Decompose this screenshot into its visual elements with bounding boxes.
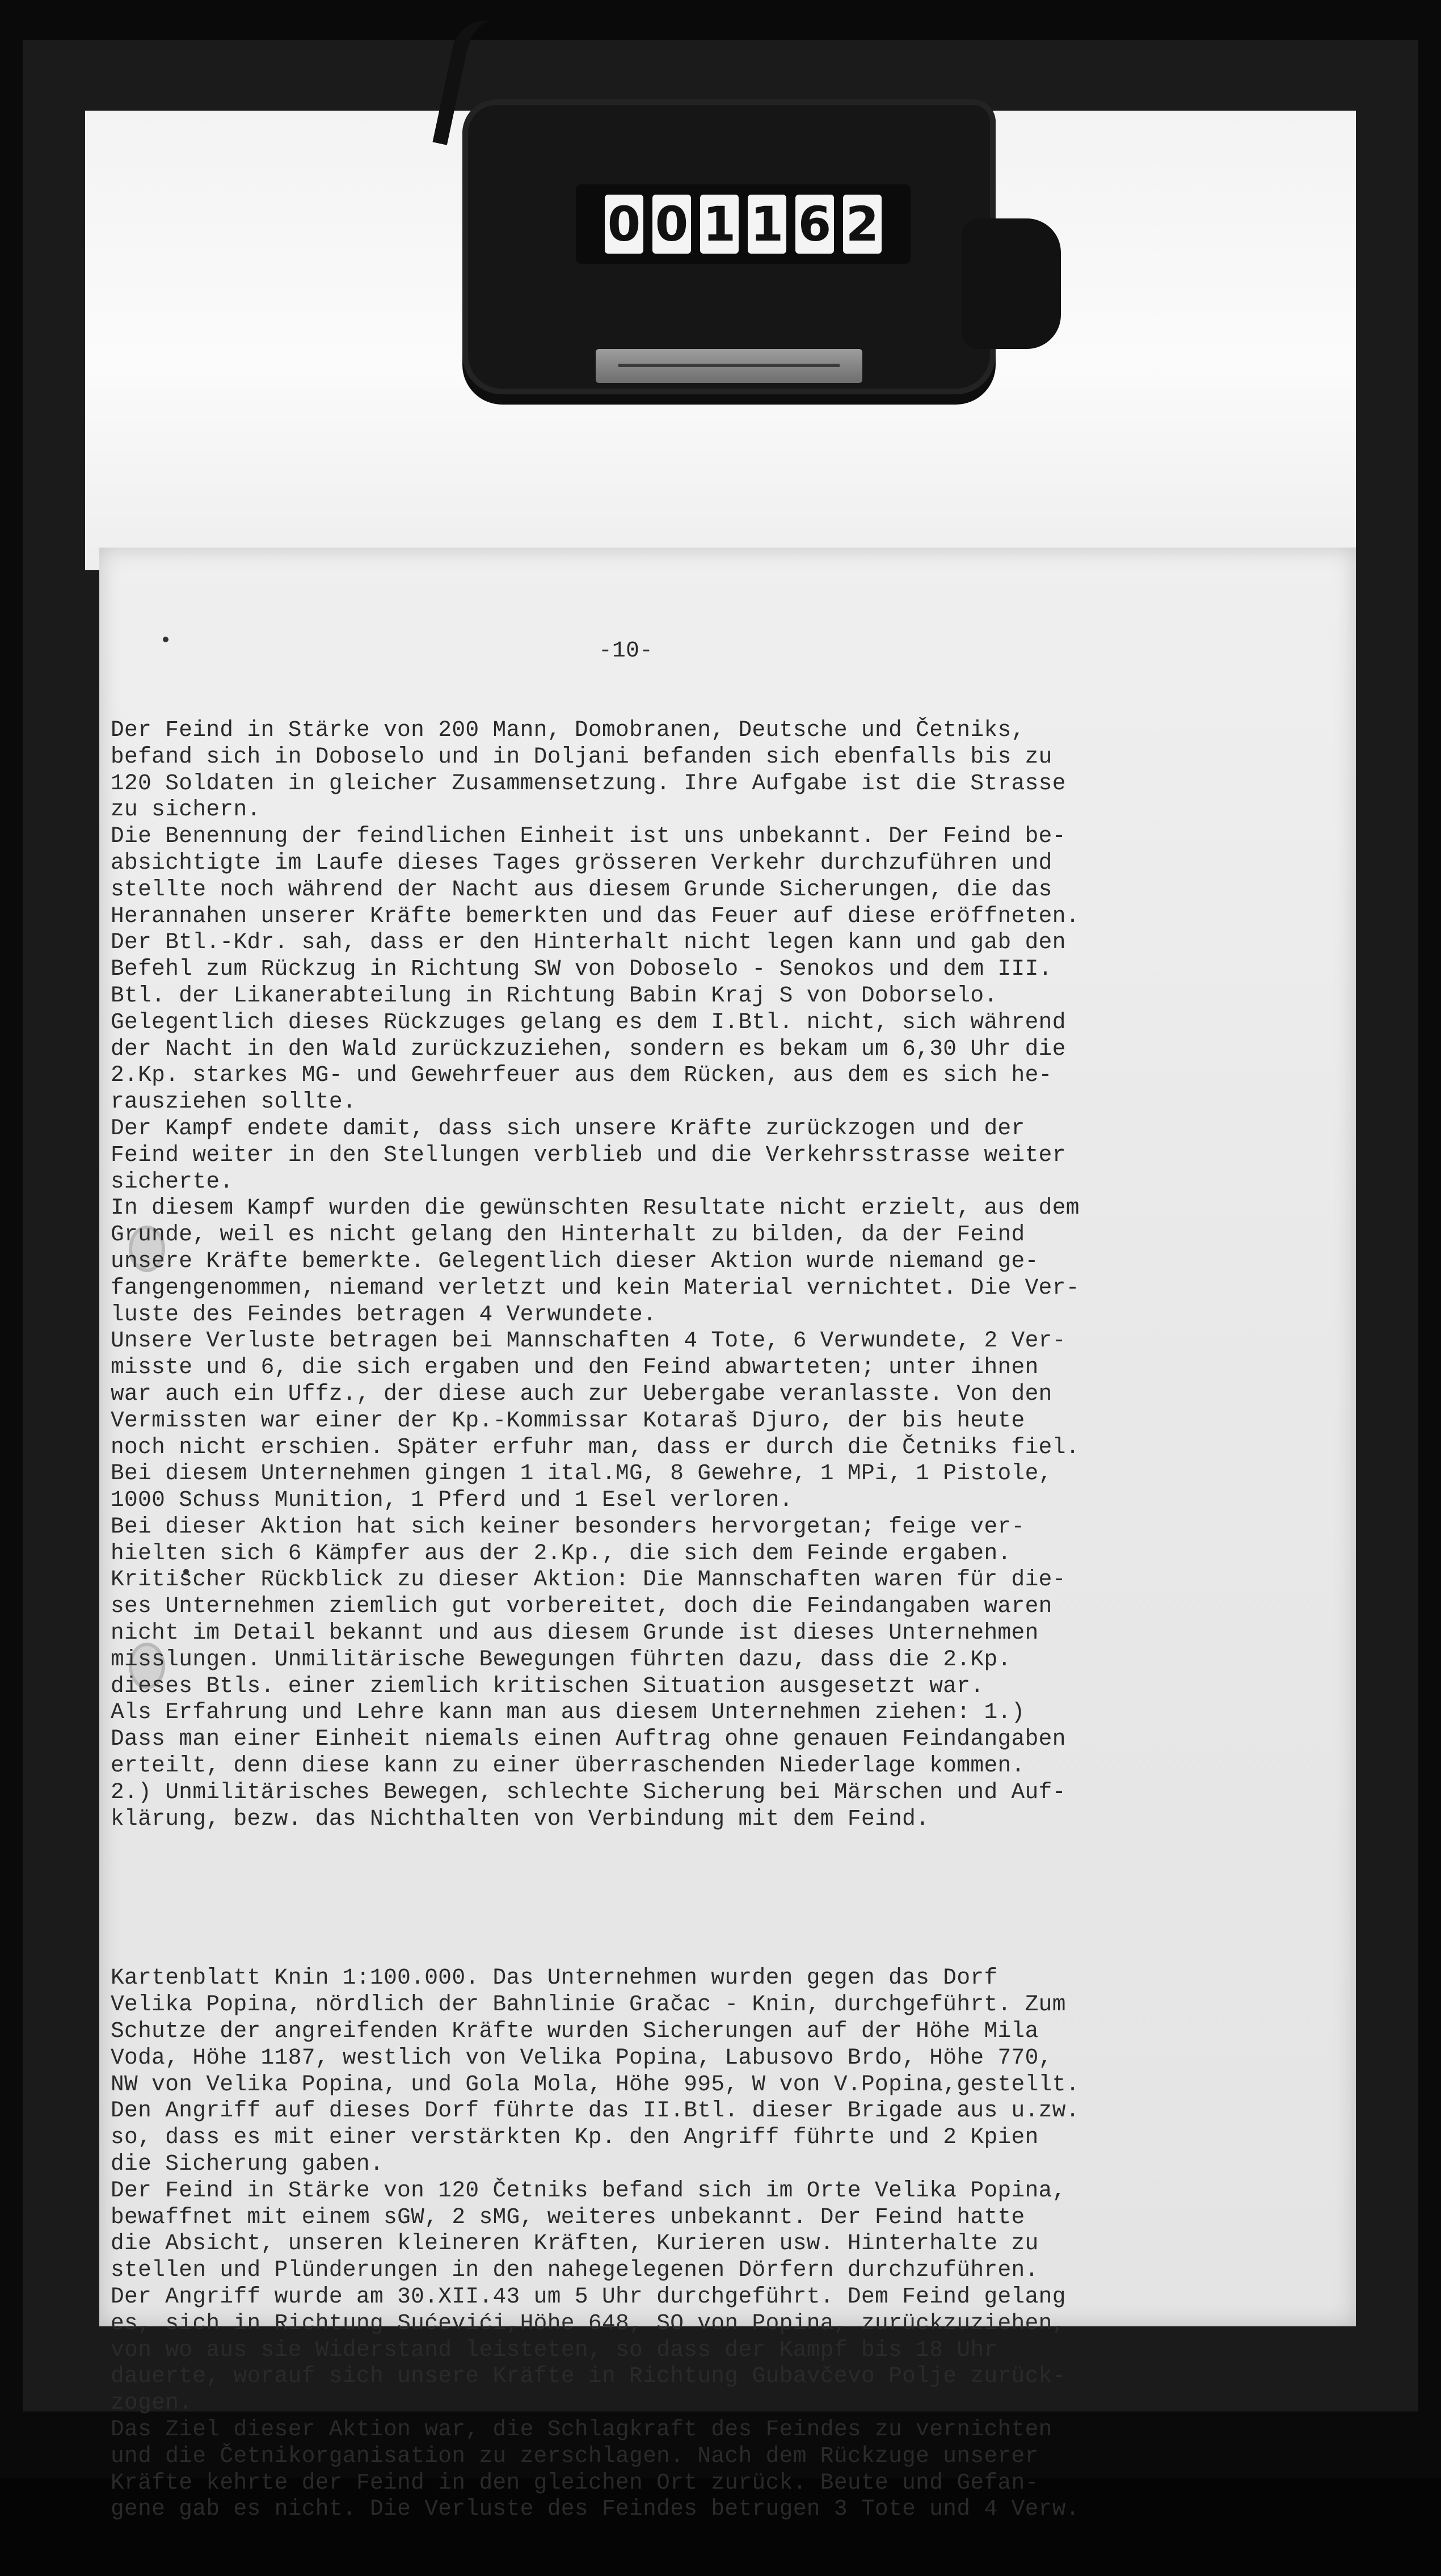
text-line: die Absicht, unseren kleineren Kräften, Kurieren usw. Hinterhalte zu xyxy=(111,2230,1039,2257)
counter-digit: 2 xyxy=(843,195,882,254)
text-line: die Sicherung gaben. xyxy=(111,2151,384,2177)
text-line: misslungen. Unmilitärische Bewegungen führten dazu, dass die 2.Kp. xyxy=(111,1646,1012,1672)
text-line: zu sichern. xyxy=(111,797,261,823)
text-line: es, sich in Richtung Sućevići,Höhe 648, SO von Popina, zurückzuziehen, xyxy=(111,2310,1066,2336)
counter-digit: 1 xyxy=(700,195,739,254)
text-line: Btl. der Likanerabteilung in Richtung Babin Kraj S von Doborselo. xyxy=(111,982,998,1008)
text-line: absichtigte im Laufe dieses Tages grösseren Verkehr durchzuführen und xyxy=(111,849,1052,875)
text-line: Das Ziel dieser Aktion war, die Schlagkraft des Feindes zu vernichten xyxy=(111,2416,1052,2442)
text-line: Bei diesem Unternehmen gingen 1 ital.MG, 8 Gewehre, 1 MPi, 1 Pistole, xyxy=(111,1460,1052,1487)
text-line: 2.) Unmilitärisches Bewegen, schlechte Sicherung bei Märschen und Auf- xyxy=(111,1779,1066,1805)
text-line: noch nicht erschien. Später erfuhr man, dass er durch die Četniks fiel. xyxy=(111,1434,1080,1460)
text-line: luste des Feindes betragen 4 Verwundete. xyxy=(111,1301,657,1327)
counter-window xyxy=(576,184,911,264)
counter-digit: 0 xyxy=(605,195,643,254)
counter-body xyxy=(462,99,996,394)
text-line: gene gab es nicht. Die Verluste des Feindes betrugen 3 Tote und 4 Verw. xyxy=(111,2496,1080,2522)
text-line: zogen. xyxy=(111,2390,193,2416)
frame-counter xyxy=(462,65,996,394)
text-line: rausziehen sollte. xyxy=(111,1089,356,1115)
text-line: Grunde, weil es nicht gelang den Hinterhalt zu bilden, da der Feind xyxy=(111,1222,1025,1248)
text-line: Der Angriff wurde am 30.XII.43 um 5 Uhr durchgeführt. Dem Feind gelang xyxy=(111,2284,1066,2309)
text-line: stellen und Plünderungen in den nahegelegenen Dörfern durchzuführen. xyxy=(111,2257,1039,2283)
text-line: Als Erfahrung und Lehre kann man aus diesem Unternehmen ziehen: 1.) xyxy=(111,1699,1025,1725)
text-line: hielten sich 6 Kämpfer aus der 2.Kp., die sich dem Feinde ergaben. xyxy=(111,1540,1012,1566)
text-line: Der Feind in Stärke von 200 Mann, Domobranen, Deutsche und Četniks, xyxy=(111,717,1025,743)
text-line: Die Benennung der feindlichen Einheit ist uns unbekannt. Der Feind be- xyxy=(111,823,1066,849)
text-line: unsere Kräfte bemerkte. Gelegentlich dieser Aktion wurde niemand ge- xyxy=(111,1248,1039,1274)
text-line: Velika Popina, nördlich der Bahnlinie Gračac - Knin, durchgeführt. Zum xyxy=(111,1992,1066,2018)
text-line: Voda, Höhe 1187, westlich von Velika Popina, Labusovo Brdo, Höhe 770, xyxy=(111,2044,1052,2070)
paragraph-second-action xyxy=(111,1965,1313,2523)
text-line: Der Feind in Stärke von 120 Četniks befand sich im Orte Velika Popina, xyxy=(111,2177,1066,2203)
text-line: NW von Velika Popina, und Gola Mola, Höhe 995, W von V.Popina,gestellt. xyxy=(111,2071,1080,2097)
text-line: befand sich in Doboselo und in Doljani befanden sich ebenfalls bis zu xyxy=(111,743,1052,769)
text-line: Kartenblatt Knin 1:100.000. Das Unternehmen wurden gegen das Dorf xyxy=(111,1965,998,1991)
counter-digit: 1 xyxy=(748,195,786,254)
text-line: dieses Btls. einer ziemlich kritischen Situation ausgesetzt war. xyxy=(111,1673,984,1699)
text-line: Kritischer Rückblick zu dieser Aktion: Die Mannschaften waren für die- xyxy=(111,1567,1066,1593)
text-line: Feind weiter in den Stellungen verblieb und die Verkehrsstrasse weiter xyxy=(111,1142,1066,1168)
text-line: sicherte. xyxy=(111,1168,234,1194)
typescript-text xyxy=(111,584,1313,2576)
text-line: Kräfte kehrte der Feind in den gleichen Ort zurück. Beute und Gefan- xyxy=(111,2469,1039,2495)
text-line: so, dass es mit einer verstärkten Kp. den Angriff führte und 2 Kpien xyxy=(111,2124,1039,2150)
text-line: war auch ein Uffz., der diese auch zur Uebergabe veranlasste. Von den xyxy=(111,1380,1052,1407)
text-line: misste und 6, die sich ergaben und den Feind abwarteten; unter ihnen xyxy=(111,1354,1039,1380)
text-line: Unsere Verluste betragen bei Mannschaften 4 Tote, 6 Verwundete, 2 Ver- xyxy=(111,1328,1066,1354)
text-line: Bei dieser Aktion hat sich keiner besonders hervorgetan; feige ver- xyxy=(111,1513,1025,1539)
text-line: Herannahen unserer Kräfte bemerkten und das Feuer auf diese eröffneten. xyxy=(111,903,1080,929)
text-line: klärung, bezw. das Nichthalten von Verbindung mit dem Feind. xyxy=(111,1805,930,1832)
paragraph-first-action xyxy=(111,717,1313,1832)
text-line: und die Četnikorganisation zu zerschlagen. Nach dem Rückzuge unserer xyxy=(111,2443,1039,2469)
text-line: Vermissten war einer der Kp.-Kommissar Kotaraš Djuro, der bis heute xyxy=(111,1407,1025,1433)
text-line: Der Btl.-Kdr. sah, dass er den Hinterhalt nicht legen kann und gab den xyxy=(111,929,1066,956)
text-line: Dass man einer Einheit niemals einen Auftrag ohne genauen Feindangaben xyxy=(111,1726,1066,1752)
text-line: Den Angriff auf dieses Dorf führte das II.Btl. dieser Brigade aus u.zw. xyxy=(111,2098,1080,2124)
text-line: ses Unternehmen ziemlich gut vorbereitet, doch die Feindangaben waren xyxy=(111,1593,1052,1619)
text-line: erteilt, denn diese kann zu einer überraschenden Niederlage kommen. xyxy=(111,1753,1025,1779)
text-line: 2.Kp. starkes MG- und Gewehrfeuer aus dem Rücken, aus dem es sich he- xyxy=(111,1062,1052,1088)
text-line: 120 Soldaten in gleicher Zusammensetzung. Ihre Aufgabe ist die Strasse xyxy=(111,770,1066,796)
counter-digit: 0 xyxy=(652,195,691,254)
text-line: von wo aus sie Widerstand leisteten, so dass der Kampf bis 18 Uhr xyxy=(111,2337,998,2363)
text-line: 1000 Schuss Munition, 1 Pferd und 1 Esel verloren. xyxy=(111,1487,793,1513)
text-line: Befehl zum Rückzug in Richtung SW von Doboselo - Senokos und dem III. xyxy=(111,956,1052,982)
text-line: In diesem Kampf wurden die gewünschten Resultate nicht erzielt, aus dem xyxy=(111,1195,1080,1221)
text-line: der Nacht in den Wald zurückzuziehen, sondern es bekam um 6,30 Uhr die xyxy=(111,1036,1066,1062)
counter-digit: 6 xyxy=(795,195,834,254)
text-line: Der Kampf endete damit, dass sich unsere Kräfte zurückzogen und der xyxy=(111,1115,1025,1141)
text-line: dauerte, worauf sich unsere Kräfte in Richtung Gubavčevo Polje zurück- xyxy=(111,2363,1066,2389)
page-number: -10- xyxy=(599,637,654,663)
paragraph-gap xyxy=(111,1885,1313,1912)
text-line: bewaffnet mit einem sGW, 2 sMG, weiteres unbekannt. Der Feind hatte xyxy=(111,2204,1025,2230)
text-line: fangengenommen, niemand verletzt und kein Material vernichtet. Die Ver- xyxy=(111,1274,1080,1300)
counter-knob xyxy=(962,218,1061,349)
text-line: Schutze der angreifenden Kräfte wurden Sicherungen auf der Höhe Mila xyxy=(111,2018,1039,2044)
counter-plate xyxy=(596,349,862,383)
text-line: stellte noch während der Nacht aus diesem Grunde Sicherungen, die das xyxy=(111,876,1052,902)
text-line: nicht im Detail bekannt und aus diesem Grunde ist dieses Unternehmen xyxy=(111,1620,1039,1646)
text-line: Gelegentlich dieses Rückzuges gelang es dem I.Btl. nicht, sich während xyxy=(111,1009,1066,1035)
